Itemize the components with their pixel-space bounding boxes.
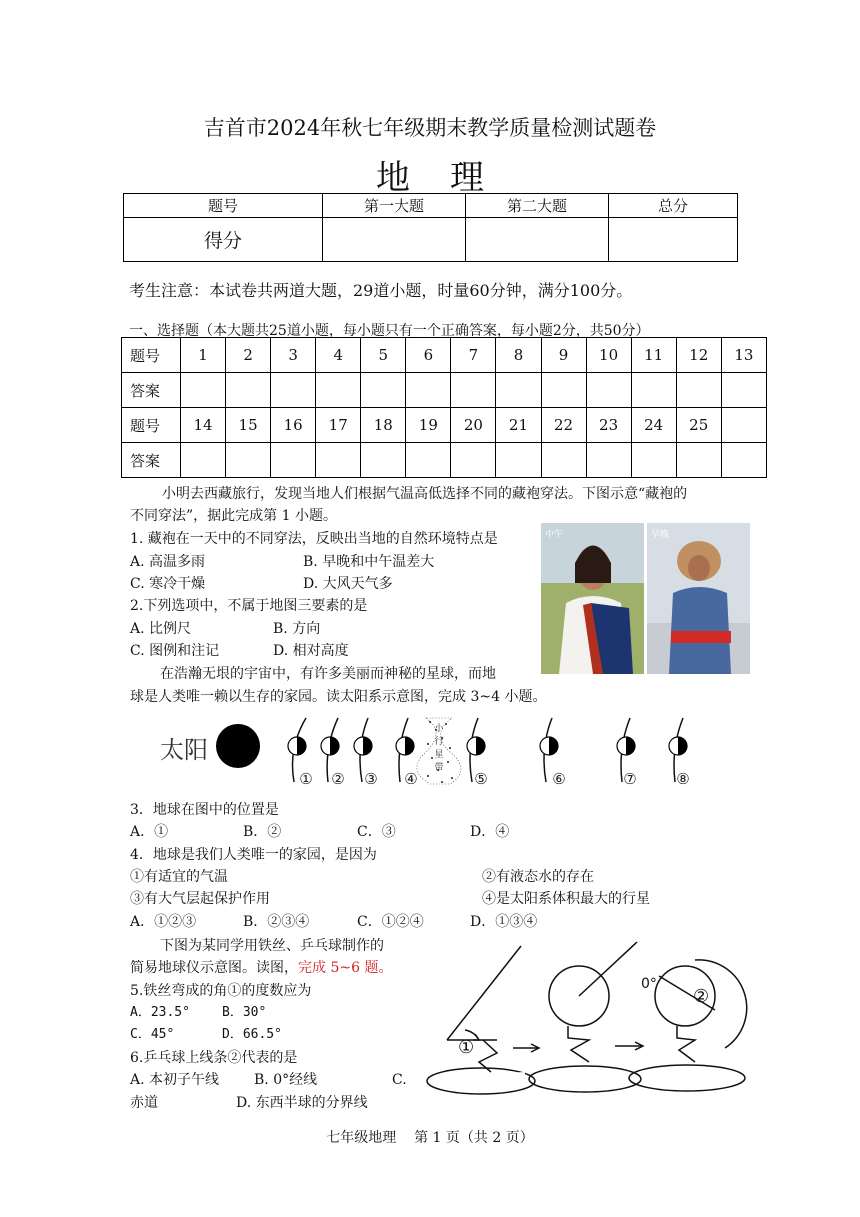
globe-model-diagram [425,938,750,1098]
score-header-total: 总分 [609,194,738,218]
question-number: 20 [451,408,496,443]
passage3-text: 简易地球仪示意图。读图， [130,960,298,976]
score-cell-part2[interactable] [466,218,609,262]
answer-cell[interactable] [316,373,361,408]
question-number: 14 [181,408,226,443]
answer-cell[interactable] [586,443,631,478]
score-header-part2: 第二大题 [466,194,609,218]
q4-statement-4: ④是太阳系体积最大的行星 [482,891,650,907]
q1-option-c[interactable]: C. 寒冷干燥 [130,576,206,592]
question-number: 7 [451,338,496,373]
answer-cell[interactable] [271,373,316,408]
q4-option-a[interactable]: A．①②③ [130,914,197,930]
score-header-qnum: 题号 [124,194,323,218]
answer-cell[interactable] [181,373,226,408]
exam-notice: 考生注意：本试卷共两道大题，29道小题，时量60分钟，满分100分。 [129,281,633,300]
answer-cell[interactable] [676,443,721,478]
answer-cell[interactable] [316,443,361,478]
q2-option-b[interactable]: B. 方向 [273,621,321,637]
q4-statement-2: ②有液态水的存在 [482,869,594,885]
answer-cell[interactable] [226,443,271,478]
q2-stem: 2.下列选项中，不属于地图三要素的是 [130,598,368,614]
answer-cell[interactable] [541,443,586,478]
row-label: 答案 [122,373,181,408]
score-table [123,193,738,262]
question-number: 10 [586,338,631,373]
answer-cell[interactable] [721,373,766,408]
q6-option-a[interactable]: A. 本初子午线 [130,1072,220,1088]
q3-stem: 3．地球在图中的位置是 [130,802,279,818]
q2-option-c[interactable]: C. 图例和注记 [130,643,220,659]
q1-option-d[interactable]: D. 大风天气多 [303,576,393,592]
answer-cell[interactable] [496,373,541,408]
sun-icon [216,724,260,768]
question-number [721,408,766,443]
q6-stem: 6.乒乓球上线条②代表的是 [130,1050,298,1066]
question-number: 3 [271,338,316,373]
question-number: 8 [496,338,541,373]
planet-label: ④ [404,770,418,788]
question-number: 11 [631,338,676,373]
passage3-line2 [130,957,392,979]
question-number: 12 [676,338,721,373]
planet-label: ② [331,770,345,788]
passage1-line1: 小明去西藏旅行，发现当地人们根据气温高低选择不同的藏袍穿法。下图示意“藏袍的 [162,486,688,502]
sun-label: 太阳 [160,736,208,764]
question-number: 25 [676,408,721,443]
exam-title: 吉首市2024年秋七年级期末教学质量检测试题卷 [203,116,657,140]
answer-cell[interactable] [361,373,406,408]
passage1-line2: 不同穿法”，据此完成第 1 小题。 [130,508,337,524]
planet-label: ⑦ [623,770,637,788]
question-number: 13 [721,338,766,373]
q4-stem: 4．地球是我们人类唯一的家园，是因为 [130,847,377,863]
q5-option-b[interactable]: B．30° [222,1005,267,1020]
q4-statement-1: ①有适宜的气温 [130,869,228,885]
question-number: 2 [226,338,271,373]
question-number: 21 [496,408,541,443]
score-row-label: 得分 [124,218,323,262]
q6-option-c-prefix[interactable]: C. [392,1072,407,1088]
answer-table [121,337,767,478]
question-number: 22 [541,408,586,443]
question-number: 24 [631,408,676,443]
answer-cell[interactable] [271,443,316,478]
question-number: 23 [586,408,631,443]
zero-degree-label: 0° [641,976,657,992]
q3-option-c[interactable]: C．③ [357,824,396,840]
planet-label: ⑤ [474,770,488,788]
q4-option-d[interactable]: D．①③④ [470,914,538,930]
row-label: 题号 [122,338,181,373]
photo-label-noon: 中午 [545,530,564,540]
question-number: 4 [316,338,361,373]
section1-title: 一、选择题（本大题共25道小题，每小题只有一个正确答案，每小题2分，共50分） [129,323,650,339]
question-number: 19 [406,408,451,443]
answer-row-1 [122,373,767,408]
answer-cell[interactable] [586,373,631,408]
planet-label: ③ [364,770,378,788]
q4-option-b[interactable]: B．②③④ [243,914,310,930]
passage2-line2: 球是人类唯一赖以生存的家园。读太阳系示意图，完成 3~4 小题。 [130,689,547,705]
question-number: 18 [361,408,406,443]
passage3-line1: 下图为某同学用铁丝、乒乓球制作的 [160,938,384,954]
q4-option-c[interactable]: C．①②④ [357,914,424,930]
belt-label: 行 [434,737,444,747]
score-header-part1: 第一大题 [323,194,466,218]
belt-label: 星 [434,750,444,760]
q3-option-b[interactable]: B．② [243,824,282,840]
question-number: 6 [406,338,451,373]
question-number: 17 [316,408,361,443]
q6-option-b[interactable]: B. 0°经线 [254,1072,318,1088]
answer-cell[interactable] [226,373,271,408]
asteroid-belt [417,718,461,784]
q2-option-a[interactable]: A. 比例尺 [130,621,192,637]
page-footer: 七年级地理 第 1 页（共 2 页） [326,1130,534,1146]
planet-label: ⑥ [552,770,566,788]
q5-option-d[interactable]: D．66.5° [222,1027,282,1042]
row-label: 题号 [122,408,181,443]
angle-label: ① [458,1037,475,1058]
planet-label: ① [299,770,313,788]
passage3-highlight: 完成 5~6 题。 [298,960,393,976]
answer-number-row-2 [122,408,767,443]
tibetan-robe-photo [541,523,750,674]
answer-cell[interactable] [451,373,496,408]
solar-system-diagram [160,712,700,792]
answer-cell[interactable] [631,373,676,408]
row-label: 答案 [122,443,181,478]
answer-cell[interactable] [496,443,541,478]
answer-cell[interactable] [406,443,451,478]
answer-cell[interactable] [181,443,226,478]
answer-cell[interactable] [541,373,586,408]
score-cell-total[interactable] [609,218,738,262]
q5-stem: 5.铁丝弯成的角①的度数应为 [130,983,312,999]
belt-label: 带 [434,763,444,773]
answer-cell[interactable] [631,443,676,478]
planet-label: ⑧ [676,770,690,788]
answer-number-row-1 [122,338,767,373]
subject-title: 地理 [376,158,524,198]
planet-icons [288,737,687,755]
q1-option-a[interactable]: A. 高温多雨 [130,554,206,570]
q1-stem: 1. 藏袍在一天中的不同穿法，反映出当地的自然环境特点是 [130,531,498,547]
answer-cell[interactable] [406,373,451,408]
question-number: 16 [271,408,316,443]
passage2-line1: 在浩瀚无垠的宇宙中，有许多美丽而神秘的星球，而地 [160,666,496,682]
answer-cell[interactable] [451,443,496,478]
q6-option-d[interactable]: D. 东西半球的分界线 [236,1095,368,1111]
q5-option-a[interactable]: A．23.5° [130,1005,190,1020]
q4-statement-3: ③有大气层起保护作用 [130,891,270,907]
line-label: ② [693,986,710,1007]
photo-label-morning-evening: 早晚 [651,530,670,540]
score-cell-part1[interactable] [323,218,466,262]
question-number: 5 [361,338,406,373]
question-number: 15 [226,408,271,443]
q2-option-d[interactable]: D. 相对高度 [273,643,349,659]
q5-option-c[interactable]: C．45° [130,1027,175,1042]
q3-option-a[interactable]: A．① [130,824,169,840]
q1-option-b[interactable]: B. 早晚和中午温差大 [303,554,435,570]
question-number: 9 [541,338,586,373]
q3-option-d[interactable]: D．④ [470,824,510,840]
answer-cell[interactable] [676,373,721,408]
belt-label: 小 [434,724,444,734]
q6-option-c[interactable]: 赤道 [130,1095,158,1111]
question-number: 1 [181,338,226,373]
answer-cell[interactable] [721,443,766,478]
answer-row-2 [122,443,767,478]
answer-cell[interactable] [361,443,406,478]
